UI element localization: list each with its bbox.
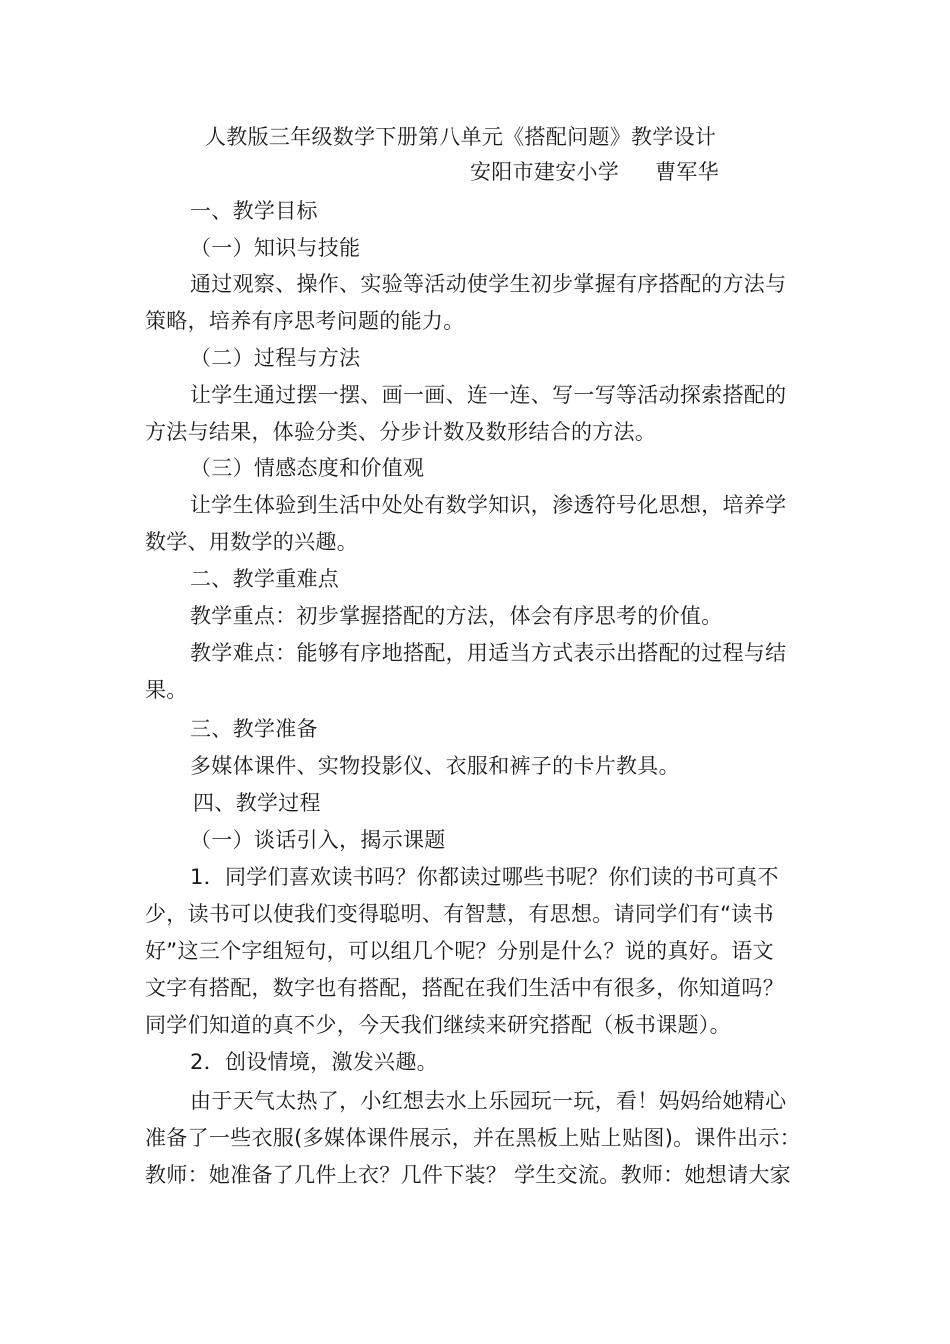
section-heading-key-points: 二、教学重难点 [190, 567, 340, 591]
paragraph-line: 数学、用数学的兴趣。 [145, 530, 358, 554]
paragraph-line: 教学难点：能够有序地搭配，用适当方式表示出搭配的过程与结 [190, 641, 787, 665]
section-heading-process: 四、教学过程 [193, 791, 321, 815]
author-line [470, 157, 719, 187]
paragraph-line: 1．同学们喜欢读书吗？你都读过哪些书呢？你们读的书可真不 [190, 865, 779, 889]
school-name: 安阳市建安小学 [470, 160, 620, 184]
paragraph-line: 方法与结果，体验分类、分步计数及数形结合的方法。 [145, 420, 657, 444]
paragraph-line: 好”这三个字组短句，可以组几个呢？分别是什么？说的真好。语文 [145, 939, 774, 963]
document-title: 人教版三年级数学下册第八单元《搭配问题》教学设计 [205, 125, 717, 149]
paragraph-line: 教师：她准备了几件上衣？几件下装？ 学生交流。教师：她想请大家 [145, 1163, 791, 1187]
paragraph-line: 文字有搭配，数字也有搭配，搭配在我们生活中有很多，你知道吗？ [145, 976, 784, 1000]
paragraph-line: 教学重点：初步掌握搭配的方法，体会有序思考的价值。 [190, 604, 723, 628]
paragraph-line: 同学们知道的真不少，今天我们继续来研究搭配（板书课题）。 [145, 1013, 731, 1037]
paragraph-line: 让学生通过摆一摆、画一画、连一连、写一写等活动探索搭配的 [190, 383, 787, 407]
paragraph-line: 由于天气太热了，小红想去水上乐园玩一玩，看！妈妈给她精心 [190, 1089, 787, 1113]
paragraph-line: 让学生体验到生活中处处有数学知识，渗透符号化思想，培养学 [190, 493, 787, 517]
subheading-knowledge: （一）知识与技能 [190, 236, 361, 260]
subheading-process: （二）过程与方法 [190, 346, 361, 370]
paragraph-line: 通过观察、操作、实验等活动使学生初步掌握有序搭配的方法与 [190, 272, 787, 296]
section-heading-preparation: 三、教学准备 [190, 717, 318, 741]
author-name: 曹军华 [655, 160, 720, 184]
paragraph-line: 2．创设情境，激发兴趣。 [190, 1050, 438, 1074]
section-heading-goals: 一、教学目标 [190, 199, 318, 223]
paragraph-line: 果。 [145, 678, 188, 702]
paragraph-line: 少，读书可以使我们变得聪明、有智慧，有思想。请同学们有“读书 [145, 902, 774, 926]
subheading-introduction: （一）谈话引入，揭示课题 [190, 828, 446, 852]
subheading-attitude: （三）情感态度和价值观 [190, 456, 425, 480]
paragraph-line: 多媒体课件、实物投影仪、衣服和裤子的卡片教具。 [190, 754, 680, 778]
paragraph-line: 策略，培养有序思考问题的能力。 [145, 309, 465, 333]
paragraph-line: 准备了一些衣服(多媒体课件展示，并在黑板上贴上贴图)。课件出示： [145, 1126, 801, 1150]
